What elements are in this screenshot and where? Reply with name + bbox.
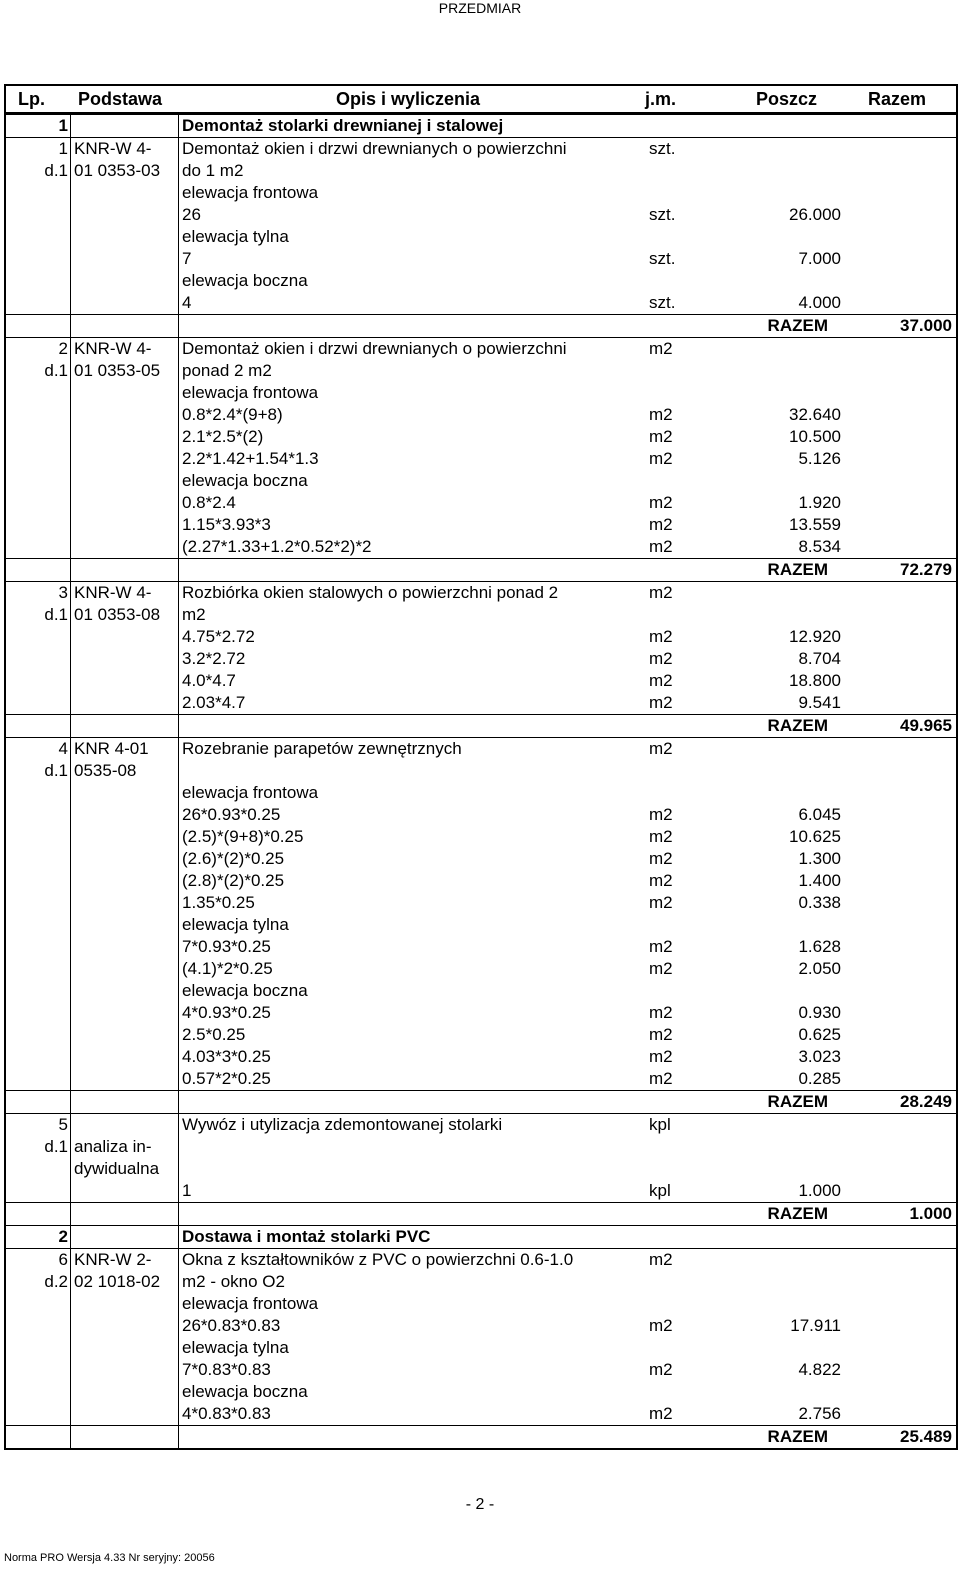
cell-jm: m2: [649, 893, 673, 912]
cell-poszcz: 8.534: [798, 537, 841, 556]
cell-jm: kpl: [649, 1181, 671, 1200]
cell-poszcz: 2.756: [798, 1404, 841, 1423]
cell-opis: (2.27*1.33+1.2*0.52*2)*2: [182, 537, 372, 556]
table-row: [6, 848, 956, 870]
table-row: [6, 292, 956, 314]
cell-lp: d.1: [44, 1137, 68, 1156]
cell-podstawa: analiza in-: [74, 1137, 152, 1156]
cell-poszcz: 1.400: [798, 871, 841, 890]
table-row: [6, 1271, 956, 1293]
cell-razem-label: RAZEM: [767, 1204, 828, 1223]
cell-opis: 2.03*4.7: [182, 693, 246, 712]
table-row: [6, 1315, 956, 1337]
cell-jm: szt.: [649, 205, 676, 224]
table-row: [6, 870, 956, 892]
cell-poszcz: 7.000: [798, 249, 841, 268]
cell-jm: m2: [649, 739, 673, 758]
cell-poszcz: 6.045: [798, 805, 841, 824]
cell-poszcz: 13.559: [789, 515, 841, 534]
table-row: [6, 892, 956, 914]
table-row: [6, 648, 956, 670]
cell-jm: m2: [649, 1316, 673, 1335]
cell-jm: m2: [649, 405, 673, 424]
table-row: [6, 958, 956, 980]
cell-poszcz: 17.911: [790, 1316, 841, 1335]
cell-jm: m2: [649, 537, 673, 556]
cell-opis: 4*0.83*0.83: [182, 1404, 271, 1423]
cell-opis: 1.35*0.25: [182, 893, 255, 912]
cell-razem: 72.279: [900, 560, 952, 579]
cell-opis: ponad 2 m2: [182, 361, 272, 380]
cell-jm: m2: [649, 959, 673, 978]
cell-podstawa: 02 1018-02: [74, 1272, 161, 1291]
cell-opis: 4.03*3*0.25: [182, 1047, 271, 1066]
table-row: [6, 760, 956, 782]
table-row: [6, 137, 956, 160]
cell-podstawa: KNR-W 2-: [74, 1250, 152, 1269]
cell-opis: (2.5)*(9+8)*0.25: [182, 827, 304, 846]
cell-jm: m2: [649, 449, 673, 468]
cell-jm: m2: [649, 871, 673, 890]
cell-opis: elewacja tylna: [182, 227, 289, 246]
table-row: [6, 581, 956, 604]
cell-poszcz: 4.822: [798, 1360, 841, 1379]
table-row: [6, 337, 956, 360]
cell-jm: szt.: [649, 139, 676, 158]
cell-opis: Dostawa i montaż stolarki PVC: [182, 1227, 431, 1246]
cell-opis: (2.6)*(2)*0.25: [182, 849, 285, 868]
cell-jm: m2: [649, 583, 673, 602]
cell-poszcz: 1.300: [798, 849, 841, 868]
cell-poszcz: 8.704: [798, 649, 841, 668]
cell-poszcz: 4.000: [798, 293, 841, 312]
table-row: [6, 360, 956, 382]
cell-lp: d.1: [44, 361, 68, 380]
table-row: [6, 314, 956, 337]
cell-opis: 26*0.83*0.83: [182, 1316, 281, 1335]
table-row: [6, 1158, 956, 1180]
cell-podstawa: 01 0353-05: [74, 361, 161, 380]
table-row: [6, 536, 956, 558]
cell-lp: 2: [58, 1227, 68, 1246]
cell-jm: m2: [649, 627, 673, 646]
cell-poszcz: 10.625: [789, 827, 841, 846]
cell-opis: Demontaż stolarki drewnianej i stalowej: [182, 116, 504, 135]
cell-poszcz: 2.050: [798, 959, 841, 978]
table-row: [6, 404, 956, 426]
cell-poszcz: 1.628: [798, 937, 841, 956]
table-row: [6, 1202, 956, 1225]
cell-opis: elewacja tylna: [182, 915, 289, 934]
cell-jm: m2: [649, 1025, 673, 1044]
cell-razem: 28.249: [900, 1092, 952, 1111]
cell-jm: m2: [649, 1069, 673, 1088]
table-row: [6, 1068, 956, 1090]
table-row: [6, 248, 956, 270]
cell-razem-label: RAZEM: [767, 716, 828, 735]
cell-opis: 1.15*3.93*3: [182, 515, 271, 534]
cell-poszcz: 9.541: [798, 693, 841, 712]
footer-text: Norma PRO Wersja 4.33 Nr seryjny: 20056: [4, 1552, 215, 1564]
table-row: [6, 714, 956, 737]
cell-poszcz: 32.640: [789, 405, 841, 424]
cell-opis: Demontaż okien i drzwi drewnianych o powierzchni: [182, 339, 567, 358]
cell-razem-label: RAZEM: [767, 1092, 828, 1111]
cell-opis: Demontaż okien i drzwi drewnianych o powierzchni: [182, 139, 567, 158]
table-row: [6, 204, 956, 226]
cell-razem: 37.000: [900, 316, 952, 335]
table-row: [6, 1136, 956, 1158]
table-row: [6, 1180, 956, 1202]
table-row: [6, 470, 956, 492]
cell-poszcz: 1.920: [798, 493, 841, 512]
table-row: [6, 1359, 956, 1381]
cell-podstawa: KNR-W 4-: [74, 339, 152, 358]
cell-opis: 7: [182, 249, 192, 268]
cell-opis: 1: [182, 1181, 192, 1200]
col-header-razem: Razem: [868, 89, 927, 109]
cell-poszcz: 18.800: [789, 671, 841, 690]
cell-jm: m2: [649, 339, 673, 358]
table-row: [6, 160, 956, 182]
table-row: [6, 1293, 956, 1315]
cell-opis: 7*0.83*0.83: [182, 1360, 271, 1379]
cell-opis: (4.1)*2*0.25: [182, 959, 273, 978]
cell-podstawa: KNR-W 4-: [74, 583, 152, 602]
table-row: [6, 980, 956, 1002]
table-row: [6, 114, 956, 137]
table-row: [6, 1403, 956, 1425]
cell-razem-label: RAZEM: [767, 316, 828, 335]
cell-poszcz: 0.625: [798, 1025, 841, 1044]
table-row: [6, 914, 956, 936]
cell-lp: d.1: [44, 161, 68, 180]
cell-jm: m2: [649, 493, 673, 512]
cell-opis: elewacja tylna: [182, 1338, 289, 1357]
cell-razem-label: RAZEM: [767, 560, 828, 579]
cell-jm: m2: [649, 427, 673, 446]
col-header-poszcz: Poszcz: [756, 89, 818, 109]
col-header-lp: Lp.: [18, 89, 45, 109]
cell-razem: 25.489: [900, 1427, 952, 1446]
przedmiar-table: [4, 84, 958, 1450]
cell-poszcz: 0.285: [798, 1069, 841, 1088]
table-row: [6, 270, 956, 292]
cell-opis: 26: [182, 205, 201, 224]
col-header-podstawa: Podstawa: [78, 89, 163, 109]
cell-poszcz: 12.920: [789, 627, 841, 646]
cell-opis: 4: [182, 293, 192, 312]
cell-podstawa: 01 0353-08: [74, 605, 161, 624]
cell-jm: szt.: [649, 293, 676, 312]
col-header-opis: Opis i wyliczenia: [336, 89, 481, 109]
cell-jm: m2: [649, 671, 673, 690]
table-row: [6, 782, 956, 804]
table-row: [6, 558, 956, 581]
cell-opis: elewacja boczna: [182, 471, 308, 490]
table-row: [6, 1113, 956, 1136]
table-row: [6, 514, 956, 536]
page-number: - 2 -: [465, 1496, 495, 1513]
cell-opis: (2.8)*(2)*0.25: [182, 871, 285, 890]
cell-opis: m2: [182, 605, 206, 624]
cell-opis: Rozbiórka okien stalowych o powierzchni ponad 2: [182, 583, 559, 602]
cell-jm: m2: [649, 1250, 673, 1269]
cell-jm: m2: [649, 1404, 673, 1423]
cell-lp: 1: [58, 139, 68, 158]
cell-lp: 1: [58, 116, 68, 135]
cell-opis: 2.5*0.25: [182, 1025, 246, 1044]
table-row: [6, 826, 956, 848]
cell-razem-label: RAZEM: [767, 1427, 828, 1446]
table-row: [6, 382, 956, 404]
table-row: [6, 1381, 956, 1403]
cell-jm: kpl: [649, 1115, 671, 1134]
cell-jm: m2: [649, 805, 673, 824]
table-row: [6, 604, 956, 626]
cell-opis: 2.1*2.5*(2): [182, 427, 264, 446]
cell-lp: 3: [58, 583, 68, 602]
cell-lp: d.1: [44, 761, 68, 780]
cell-lp: 4: [58, 739, 68, 758]
cell-opis: do 1 m2: [182, 161, 244, 180]
table-row: [6, 737, 956, 760]
cell-jm: m2: [649, 1003, 673, 1022]
cell-jm: m2: [649, 827, 673, 846]
cell-jm: m2: [649, 515, 673, 534]
cell-opis: 4.0*4.7: [182, 671, 236, 690]
table-header: [6, 84, 956, 114]
cell-opis: 2.2*1.42+1.54*1.3: [182, 449, 319, 468]
cell-poszcz: 5.126: [798, 449, 841, 468]
col-header-jm: j.m.: [645, 89, 677, 109]
table-body: [6, 114, 956, 1448]
cell-razem: 1.000: [909, 1204, 952, 1223]
page-header-title: PRZEDMIAR: [438, 0, 522, 16]
cell-jm: szt.: [649, 249, 676, 268]
cell-jm: m2: [649, 693, 673, 712]
cell-jm: m2: [649, 849, 673, 868]
cell-opis: 0.8*2.4: [182, 493, 236, 512]
cell-opis: Rozebranie parapetów zewnętrznych: [182, 739, 462, 758]
cell-razem: 49.965: [900, 716, 952, 735]
cell-opis: elewacja frontowa: [182, 183, 319, 202]
table-row: [6, 1046, 956, 1068]
table-row: [6, 182, 956, 204]
cell-jm: m2: [649, 1360, 673, 1379]
cell-lp: 6: [58, 1250, 68, 1269]
cell-lp: d.2: [44, 1272, 68, 1291]
cell-podstawa: 0535-08: [74, 761, 137, 780]
cell-podstawa: KNR-W 4-: [74, 139, 152, 158]
cell-opis: 0.57*2*0.25: [182, 1069, 271, 1088]
cell-jm: m2: [649, 1047, 673, 1066]
cell-poszcz: 10.500: [789, 427, 841, 446]
cell-jm: m2: [649, 649, 673, 668]
table-row: [6, 226, 956, 248]
cell-podstawa: 01 0353-03: [74, 161, 161, 180]
cell-poszcz: 1.000: [798, 1181, 841, 1200]
cell-opis: 0.8*2.4*(9+8): [182, 405, 283, 424]
cell-opis: elewacja boczna: [182, 981, 308, 1000]
cell-opis: 4.75*2.72: [182, 627, 255, 646]
cell-opis: Wywóz i utylizacja zdemontowanej stolarki: [182, 1115, 503, 1134]
table-row: [6, 1337, 956, 1359]
cell-poszcz: 3.023: [798, 1047, 841, 1066]
cell-lp: 5: [58, 1115, 68, 1134]
cell-opis: 7*0.93*0.25: [182, 937, 271, 956]
table-row: [6, 448, 956, 470]
cell-opis: elewacja frontowa: [182, 383, 319, 402]
table-row: [6, 670, 956, 692]
cell-opis: Okna z kształtowników z PVC o powierzchni 0.6-1.0: [182, 1250, 574, 1269]
table-row: [6, 1002, 956, 1024]
cell-opis: 26*0.93*0.25: [182, 805, 281, 824]
cell-lp: 2: [58, 339, 68, 358]
table-row: [6, 626, 956, 648]
cell-opis: elewacja boczna: [182, 271, 308, 290]
table-row: [6, 1425, 956, 1448]
cell-poszcz: 0.930: [798, 1003, 841, 1022]
table-row: [6, 492, 956, 514]
table-row: [6, 426, 956, 448]
table-row: [6, 1248, 956, 1271]
table-row: [6, 936, 956, 958]
cell-opis: m2 - okno O2: [182, 1272, 285, 1291]
cell-opis: 3.2*2.72: [182, 649, 246, 668]
cell-jm: m2: [649, 937, 673, 956]
table-row: [6, 1024, 956, 1046]
table-row: [6, 692, 956, 714]
cell-opis: 4*0.93*0.25: [182, 1003, 271, 1022]
cell-opis: elewacja boczna: [182, 1382, 308, 1401]
cell-poszcz: 26.000: [789, 205, 841, 224]
cell-poszcz: 0.338: [798, 893, 841, 912]
table-row: [6, 804, 956, 826]
table-row: [6, 1090, 956, 1113]
cell-opis: elewacja frontowa: [182, 783, 319, 802]
cell-podstawa: dywidualna: [74, 1159, 160, 1178]
table-row: [6, 1225, 956, 1248]
cell-opis: elewacja frontowa: [182, 1294, 319, 1313]
cell-lp: d.1: [44, 605, 68, 624]
cell-podstawa: KNR 4-01: [74, 739, 149, 758]
